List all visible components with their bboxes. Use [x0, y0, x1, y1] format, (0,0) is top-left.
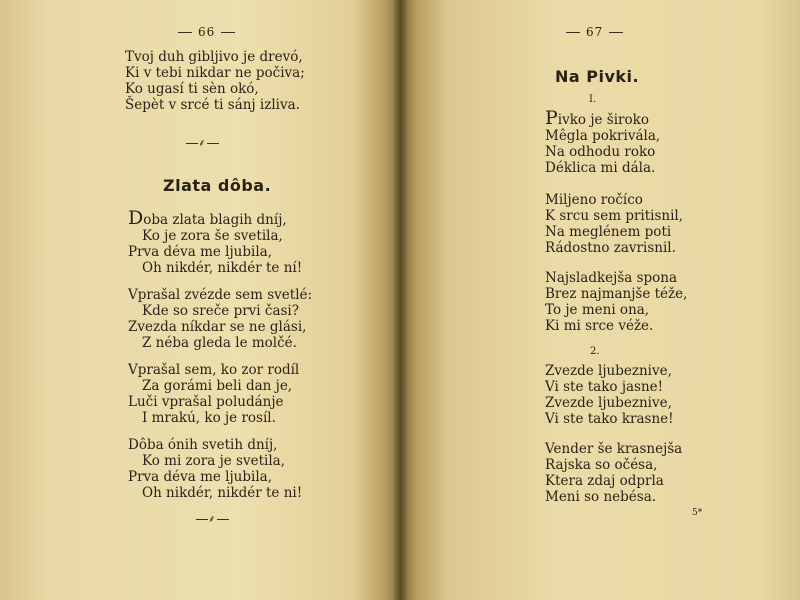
stanza-3-right: Najsladkejša spona Brez najmanjše téže, To je meni ona, Ki mi srce véže. — [545, 270, 688, 334]
stanza-2: Vprašal zvézde sem svetlé: Kde so sreče prvi časi? Zvezda níkdar se ne glási, Z néba gleda le molčé. — [128, 287, 313, 351]
stanza-top: Tvoj duh gibljivo je drevó, Ki v tebi nikdar ne počiva; Ko ugasí ti sèn okó, Šepèt v srcé ti sánj izliva. — [125, 49, 305, 113]
page-number-left: 66 — [172, 25, 241, 39]
page-number-right: 67 — [560, 25, 629, 39]
part-numeral-1: I. — [589, 94, 597, 105]
part-numeral-2: 2. — [590, 346, 600, 357]
stanza-1-right: Pivko je široko Mêgla pokrivála, Na odhodu roko Déklica mi dála. — [545, 107, 661, 176]
book-gutter — [392, 0, 408, 600]
poem-title-zlata-doba: Zlata dôba. — [163, 176, 272, 195]
stanza-2-right: Miljeno ročíco K srcu sem pritisnil, Na meglénem poti Rádostno zavrisnil. — [545, 192, 684, 256]
stanza-1: Doba zlata blagih dníj, Ko je zora še svetila, Prva déva me ljubila, Oh nikdér, nikdér te ní! — [128, 207, 303, 276]
right-page — [400, 0, 800, 600]
ornament-divider: ⸙ — [186, 135, 219, 149]
ornament-end: ⸙ — [196, 511, 229, 525]
stanza-5-right: Vender še krasnejša Rajska so očésa, Ktera zdaj odprla Meni so nebésa. — [545, 441, 683, 505]
stanza-4-right: Zvezde ljubeznive, Vi ste tako jasne! Zvezde ljubeznive, Vi ste tako krasne! — [545, 363, 674, 427]
stanza-3: Vprašal sem, ko zor rodíl Za gorámi beli dan je, Luči vprašal poludánje I mrakú, ko je rosíl. — [128, 362, 300, 426]
stanza-4: Dôba ónih svetih dníj, Ko mi zora je svetila, Prva déva me ljubila, Oh nikdér, nikdér te ni! — [128, 437, 303, 501]
poem-title-na-pivki: Na Pivki. — [555, 67, 640, 86]
signature-mark: 5* — [692, 508, 703, 518]
